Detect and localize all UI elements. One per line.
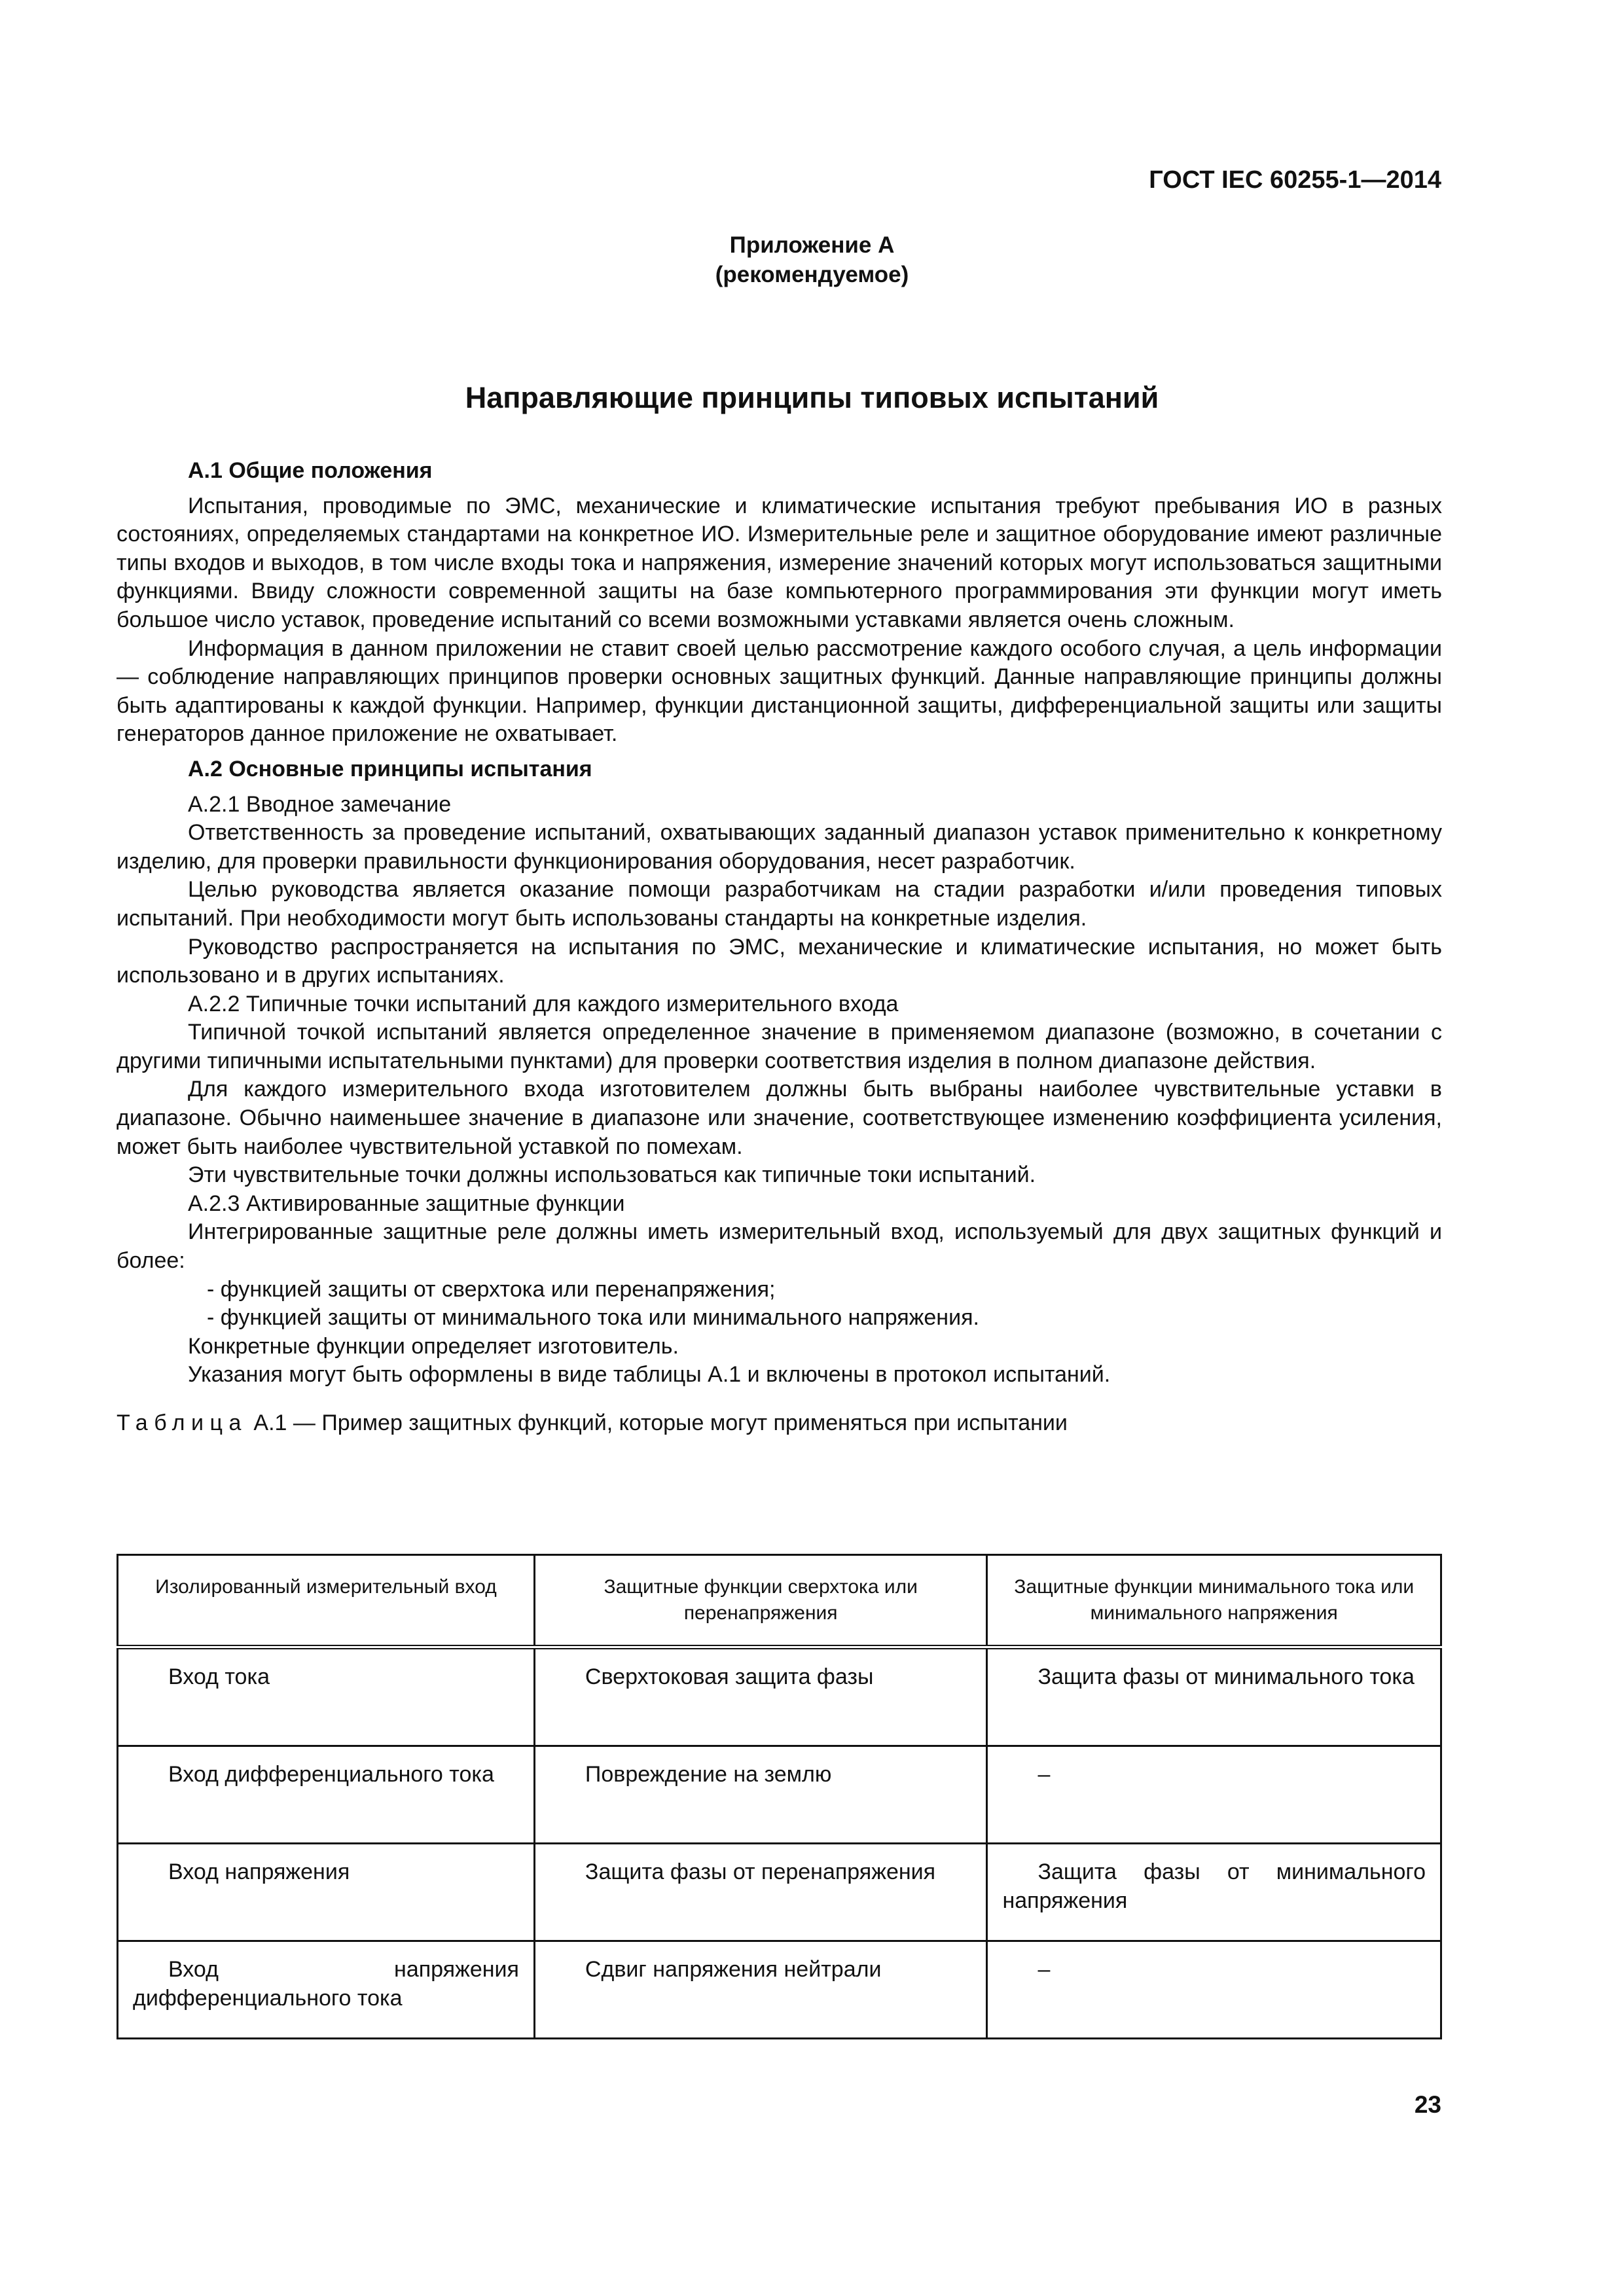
table-cell: Повреждение на землю — [534, 1746, 987, 1844]
table-header-cell: Защитные функции сверхтока или перенапряжения — [534, 1555, 987, 1647]
paragraph: Руководство распространяется на испытания по ЭМС, механические и климатические испытания, но может быть использовано и в других испытаниях. — [117, 934, 1442, 988]
paragraph: Типичной точкой испытаний является определенное значение в применяемом диапазоне (возможно, в сочетании с другими типичными испытательными пунктами) для проверки соответствия изделия в полном диапазоне действия. — [117, 1020, 1442, 1073]
table-cell: Сдвиг напряжения нейтрали — [534, 1941, 987, 2039]
paragraph: Информация в данном приложении не ставит своей целью рассмотрение каждого особого случая, а цель информации — соблюдение направляющих принципов проверки основных защитных функций. Данные направляющие принципы должны быть адаптированы к каждой функции. Например, функции дистанционной защиты, дифференциальной защиты или защиты генераторов данное приложение не охватывает. — [117, 636, 1442, 747]
list-item: - функцией защиты от сверхтока или перенапряжения; — [207, 1276, 776, 1302]
annex-status: (рекомендуемое) — [715, 262, 909, 287]
table-cell: Вход тока — [118, 1647, 535, 1746]
main-title: Направляющие принципы типовых испытаний — [465, 381, 1159, 414]
table-row — [118, 1746, 1441, 1844]
table-cell: – — [987, 1941, 1441, 2039]
table-row — [118, 1647, 1441, 1746]
paragraph: Целью руководства является оказание помощи разработчикам на стадии разработки и/или проведения типовых испытаний. При необходимости могут быть использованы стандарты на конкретные изделия. — [117, 877, 1442, 931]
table-cell: Сверхтоковая защита фазы — [534, 1647, 987, 1746]
subsection-heading: А.2.3 Активированные защитные функции — [188, 1191, 625, 1216]
section-heading-a2: А.2 Основные принципы испытания — [188, 756, 592, 781]
standard-code: ГОСТ IEC 60255-1—2014 — [1149, 166, 1441, 194]
table-caption — [117, 1409, 1442, 1438]
annex-heading — [0, 230, 1624, 289]
table-cell: Вход напряжения — [118, 1844, 535, 1941]
section-heading-a1: А.1 Общие положения — [188, 458, 433, 483]
paragraph: Испытания, проводимые по ЭМС, механические и климатические испытания требуют пребывания ИО в разных состояниях, определяемых стандартами на конкретное ИО. Измерительные реле и защитное оборудование имеют различные типы входов и выходов, в том числе входы тока и напряжения, измерение значений которых могут использоваться защитными функциями. Ввиду сложности современной защиты на базе компьютерного программирования эти функции могут иметь большое число уставок, проведение испытаний со всеми возможными уставками является очень сложным. — [117, 493, 1442, 632]
paragraph: Указания могут быть оформлены в виде таблицы А.1 и включены в протокол испытаний. — [188, 1362, 1111, 1388]
table-cell: Защита фазы от минимального тока — [987, 1647, 1441, 1746]
table-header-cell: Защитные функции минимального тока или минимального напряжения — [987, 1555, 1441, 1647]
table-row — [118, 1941, 1441, 2039]
paragraph: Интегрированные защитные реле должны иметь измерительный вход, используемый для двух защитных функций и более: — [117, 1219, 1442, 1274]
table-header-row — [118, 1555, 1441, 1647]
table-cell: Защита фазы от перенапряжения — [534, 1844, 987, 1941]
table-cell: Вход дифференциального тока — [118, 1746, 535, 1844]
table-caption-word: Таблица — [117, 1410, 247, 1435]
table-cell: Вход напряжения дифференциального тока — [118, 1941, 535, 2039]
page-number: 23 — [1414, 2091, 1441, 2118]
annex-title: Приложение А — [729, 232, 895, 258]
table-header-cell: Изолированный измерительный вход — [118, 1555, 535, 1647]
body-text — [117, 450, 1442, 1438]
subsection-heading: А.2.1 Вводное замечание — [188, 791, 452, 817]
paragraph: Для каждого измерительного входа изготовителем должны быть выбраны наиболее чувствительные уставки в диапазоне. Обычно наименьшее значение в диапазоне или значение, соответствующее изменению коэффициента усиления, может быть наиболее чувствительной уставкой по помехам. — [117, 1077, 1442, 1159]
table-caption-text: А.1 — Пример защитных функций, которые могут применяться при испытании — [247, 1410, 1068, 1435]
list-item: - функцией защиты от минимального тока или минимального напряжения. — [207, 1305, 979, 1331]
table-row — [118, 1844, 1441, 1941]
table-cell: – — [987, 1746, 1441, 1844]
paragraph: Эти чувствительные точки должны использоваться как типичные токи испытаний. — [188, 1162, 1036, 1188]
subsection-heading: А.2.2 Типичные точки испытаний для каждого измерительного входа — [188, 991, 899, 1016]
paragraph: Конкретные функции определяет изготовитель. — [188, 1333, 679, 1359]
table-cell: Защита фазы от минимального напряжения — [987, 1844, 1441, 1941]
paragraph: Ответственность за проведение испытаний, охватывающих заданный диапазон уставок применительно к конкретному изделию, для проверки правильности функционирования оборудования, несет разработчик. — [117, 820, 1442, 874]
protection-functions-table — [117, 1554, 1442, 2039]
